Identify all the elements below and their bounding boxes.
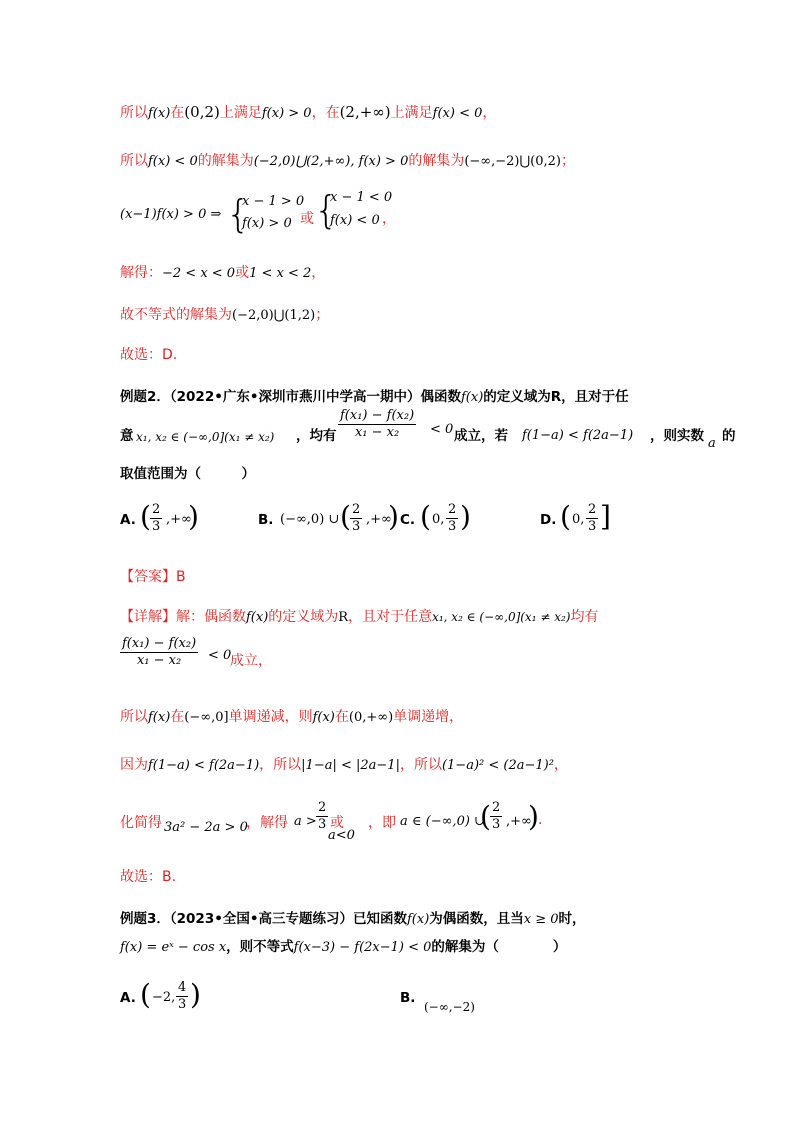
math-interval: (2,+∞) [339, 103, 391, 121]
math-ineq: −2 < x < 0 [162, 266, 236, 281]
ex3-line-2: f(x) = eˣ − cos x，则不等式f(x−3) − f(2x−1) < 0的解集为（ ） [120, 939, 567, 955]
math-ineq: 1 < x < 2 [249, 266, 312, 281]
math-ineq: (x−1)f(x) > 0 ⇒ [120, 207, 222, 222]
sol-line-6: 故选：D. [120, 347, 178, 363]
sol-line-1: 所以f(x)在(0,2)上满足f(x) > 0，在(2,+∞)上满足f(x) < 0， [120, 103, 497, 121]
sol-line-5: 故不等式的解集为(−2,0)⋃(1,2)； [120, 307, 330, 323]
detail-line-6: 故选：B. [120, 869, 177, 885]
ex2-question-tail: 取值范围为（ ） [120, 466, 255, 482]
math-fraction: $\frac{\text{f(x₁) − f(x₂)}}{\text{x₁ − x₂}}$ [340, 408, 415, 440]
math-cond: x₁, x₂ ∈ (−∞,0](x₁ ≠ x₂) [136, 430, 275, 444]
math-ineq: f(1−a) < f(2a−1) [522, 428, 634, 443]
math-fraction: $\frac{\text{f(x₁) − f(x₂)}}{\text{x₁ − x₂}}$ [122, 636, 197, 668]
math-system-row: x − 1 < 0 [330, 190, 393, 205]
option-d[interactable]: D. ( 0, $\frac{2}{3}$ ] [540, 500, 611, 534]
sol-line-2: 所以f(x) < 0的解集为(−2,0)⋃(2,+∞), f(x) > 0的解集为(−∞,−2)⋃(0,2)； [120, 153, 575, 169]
option-b[interactable]: B. (−∞,0) ∪ ( $\frac{2}{3}$ ,+∞ ) [258, 500, 399, 534]
detail-line-1: 【详解】解：偶函数f(x)的定义域为R，且对于任意x₁, x₂ ∈ (−∞,0](x₁ ≠ x₂)均有 [120, 609, 599, 625]
math-ineq: f(x) < 0 [432, 106, 483, 121]
answer-label: 【答案】B [120, 569, 186, 585]
math-system-row: f(x) > 0 [242, 216, 292, 231]
sol-line-4: 解得：−2 < x < 0或1 < x < 2， [120, 265, 326, 281]
math-ineq: f(x) > 0 [261, 106, 312, 121]
math-set: (−2,0)⋃(2,+∞), f(x) > 0 [253, 154, 409, 169]
math-cond: x₁, x₂ ∈ (−∞,0](x₁ ≠ x₂) [432, 610, 571, 624]
option-c[interactable]: C. ( 0, $\frac{2}{3}$ ) [400, 500, 471, 534]
brace-icon: { [314, 188, 339, 232]
math-fx: f(x) [148, 106, 171, 121]
math-system-row: x − 1 > 0 [242, 194, 305, 209]
option-a[interactable]: A. ( $\frac{2}{3}$ ,+∞ ) [120, 500, 199, 534]
or-text: 或 [300, 211, 314, 227]
ex3-option-b[interactable]: B. (−∞,−2) [400, 990, 475, 1014]
detail-line-3: 所以f(x)在(−∞,0]单调递减，则f(x)在(0,+∞)单调递增， [120, 709, 464, 725]
brace-icon: { [226, 192, 251, 236]
ex3-header: 例题3．（2023•全国•高三专题练习）已知函数f(x)为偶函数，且当x ≥ 0时， [120, 911, 586, 927]
detail-line-4: 因为f(1−a) < f(2a−1)，所以|1−a| < |2a−1|，所以(1−a)² < (2a−1)²， [120, 757, 568, 773]
math-ineq: f(x) < 0 [148, 154, 198, 169]
math-fx: f(x) [460, 390, 484, 405]
math-set: (−2,0)⋃(1,2) [232, 308, 316, 323]
ex2-header: 例题2．（2022•广东•深圳市燕川中学高一期中）偶函数f(x)的定义域为R，且对于任 [120, 389, 629, 405]
ex3-option-a[interactable]: A. ( −2, $\frac{4}{3}$ ) [120, 978, 201, 1012]
math-system-row: f(x) < 0 [330, 213, 380, 228]
math-interval: (0,2) [184, 103, 220, 121]
math-fx: f(x) [246, 610, 269, 625]
math-set: (−∞,−2)⋃(0,2) [464, 154, 561, 169]
